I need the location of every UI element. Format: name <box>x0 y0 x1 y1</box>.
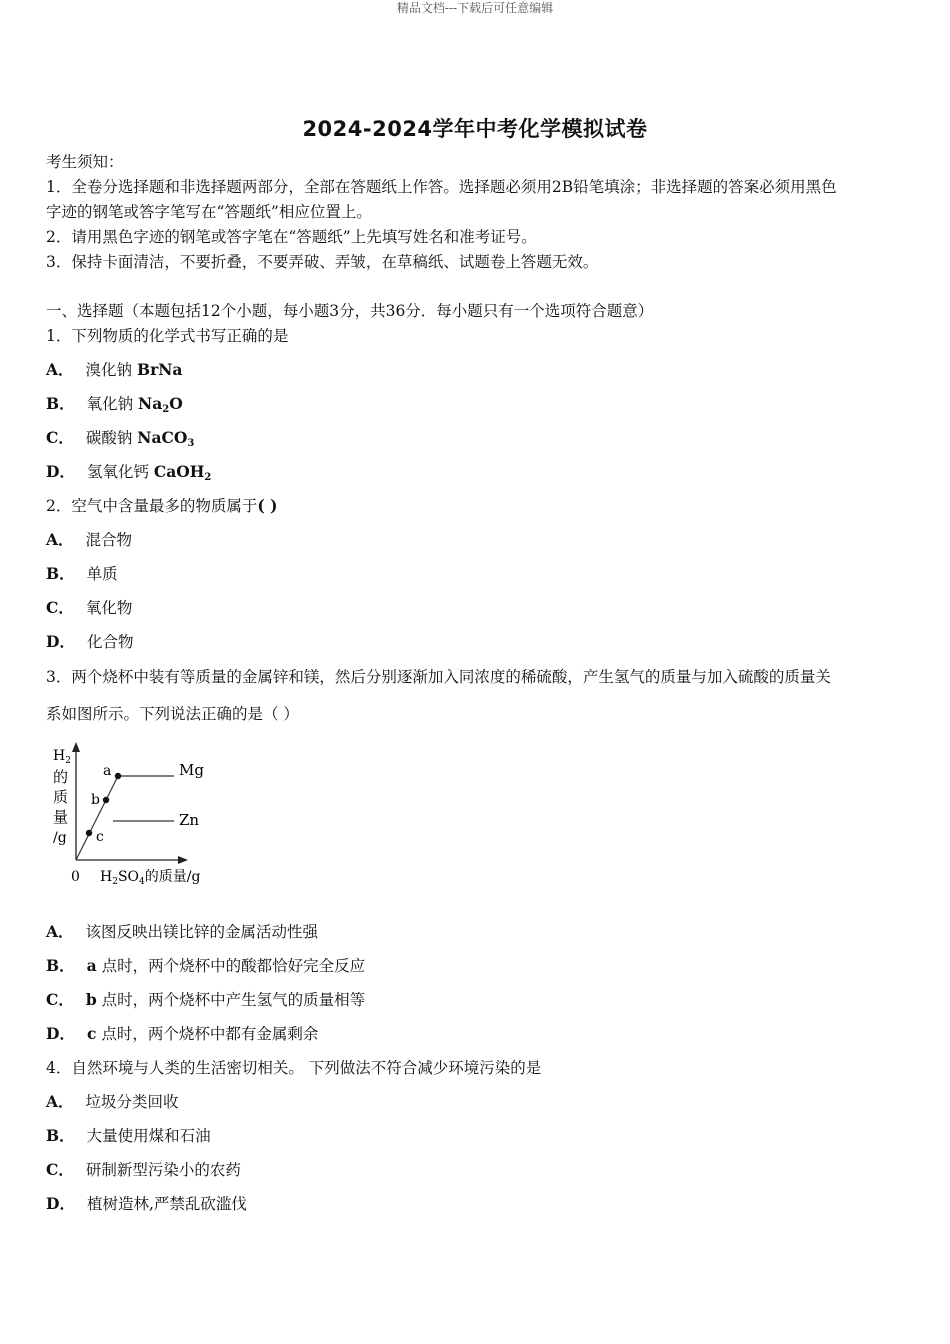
page-header: 精品文档---下载后可任意编辑 <box>396 1 554 15</box>
question-1-option-c <box>46 428 194 454</box>
point-c-label: c <box>96 829 104 845</box>
notice-item-1-line-2: 字迹的钢笔或答字笔写在“答题纸”相应位置上。 <box>46 203 372 221</box>
option-text: 氧化钠 <box>86 395 139 413</box>
option-letter: B． <box>46 1126 75 1145</box>
question-2-option-a <box>46 530 132 550</box>
x-axis-label: $H_2SO_4$的质量/g <box>100 869 201 887</box>
question-3-stem-line-1: 3．两个烧杯中装有等质量的金属锌和镁，然后分别逐渐加入同浓度的稀硫酸，产生氢气的质量与加入硫酸的质量关 <box>46 668 831 686</box>
question-3-option-b <box>46 956 365 976</box>
chemical-formula <box>154 462 212 481</box>
y-axis-arrow <box>72 742 80 752</box>
question-4-option-d <box>46 1194 247 1214</box>
answer-paren: ( ) <box>257 496 278 515</box>
section-heading: 一、选择题（本题包括12个小题，每小题3分，共36分．每小题只有一个选项符合题意） <box>46 302 654 320</box>
option-text: 研制新型污染小的农药 <box>85 1161 241 1179</box>
option-text: 单质 <box>86 565 118 583</box>
point-a-label: a <box>103 763 112 779</box>
y-axis-label-unit: /g <box>53 830 67 846</box>
question-1-option-b <box>46 394 183 420</box>
notice-item-2: 2．请用黑色字迹的钢笔或答字笔在“答题纸”上先填写姓名和准考证号。 <box>46 228 537 246</box>
point-b <box>103 797 109 803</box>
option-letter: C． <box>46 598 74 617</box>
question-1-option-d <box>46 462 211 488</box>
option-text: 氧化物 <box>85 599 133 617</box>
question-3-option-a <box>46 922 318 942</box>
option-letter: A． <box>46 1092 74 1111</box>
option-text: 混合物 <box>85 531 133 549</box>
hydrogen-mass-graph <box>46 740 226 890</box>
question-2-stem <box>46 496 277 516</box>
formula-subscript: 3 <box>187 438 195 449</box>
chemical-formula <box>137 428 194 447</box>
option-text: 氢氧化钙 <box>86 463 154 481</box>
option-text: 大量使用煤和石油 <box>86 1127 211 1145</box>
formula-part: O <box>169 394 183 413</box>
option-letter: C． <box>46 1160 74 1179</box>
point-reference: c <box>86 1024 97 1043</box>
option-letter: D． <box>46 1194 75 1213</box>
question-3-option-c <box>46 990 365 1010</box>
option-text: 点时，两个烧杯中的酸都恰好完全反应 <box>101 957 366 975</box>
y-axis-label-de: 的 <box>53 768 69 786</box>
option-text: 溴化钠 <box>85 361 137 379</box>
formula-part: Na <box>138 394 163 413</box>
formula-part: NaCO <box>137 428 188 447</box>
option-letter: D． <box>46 462 75 481</box>
formula-part: CaOH <box>153 462 205 481</box>
option-letter: C． <box>46 428 74 447</box>
formula-subscript: 2 <box>162 404 170 415</box>
point-a <box>115 773 121 779</box>
option-letter: D． <box>46 632 75 651</box>
option-text: 碳酸钠 <box>85 429 138 447</box>
chemical-formula: BrNa <box>136 360 183 379</box>
y-axis-label-liang: 量 <box>53 808 69 826</box>
mg-label: Mg <box>179 761 204 779</box>
question-2-option-c <box>46 598 132 618</box>
option-letter: B． <box>46 956 75 975</box>
option-letter: B． <box>46 394 75 413</box>
formula-subscript: 2 <box>204 472 212 483</box>
question-3-option-d <box>46 1024 318 1044</box>
x-axis-arrow <box>178 856 188 864</box>
exam-title: 2024-2024学年中考化学模拟试卷 <box>302 117 648 141</box>
point-b-label: b <box>91 792 100 808</box>
option-text: 点时，两个烧杯中都有金属剩余 <box>101 1025 319 1043</box>
notice-heading: 考生须知： <box>46 153 124 171</box>
option-letter: A． <box>46 922 74 941</box>
question-1-option-a <box>46 360 182 380</box>
point-c <box>86 830 92 836</box>
origin-label: 0 <box>71 869 80 885</box>
option-text: 垃圾分类回收 <box>85 1093 179 1111</box>
option-letter: A． <box>46 360 74 379</box>
option-letter: C． <box>46 990 74 1009</box>
option-text: 化合物 <box>86 633 134 651</box>
option-text: 植树造林,严禁乱砍滥伐 <box>86 1195 247 1213</box>
zn-label: Zn <box>179 811 200 829</box>
notice-item-3: 3．保持卡面清洁，不要折叠，不要弄破、弄皱，在草稿纸、试题卷上答题无效。 <box>46 253 599 271</box>
y-axis-label-h: $H_2$ <box>53 748 71 766</box>
option-letter: B． <box>46 564 75 583</box>
question-text: 2．空气中含量最多的物质属于 <box>46 497 258 515</box>
option-text: 点时，两个烧杯中产生氢气的质量相等 <box>101 991 366 1009</box>
question-3-stem-line-2: 系如图所示。下列说法正确的是（ ） <box>46 705 299 723</box>
question-4-stem: 4．自然环境与人类的生活密切相关。 下列做法不符合减少环境污染的是 <box>46 1059 542 1077</box>
y-axis-label-zhi: 质 <box>53 788 69 806</box>
option-letter: D． <box>46 1024 75 1043</box>
point-reference: b <box>85 990 97 1009</box>
option-text: 该图反映出镁比锌的金属活动性强 <box>85 923 319 941</box>
mg-rising-line <box>76 776 118 860</box>
question-4-option-c <box>46 1160 241 1180</box>
question-4-option-b <box>46 1126 211 1146</box>
notice-item-1-line-1: 1．全卷分选择题和非选择题两部分，全部在答题纸上作答。选择题必须用2B铅笔填涂；非选择题的答案必须用黑色 <box>46 178 837 196</box>
option-letter: A． <box>46 530 74 549</box>
question-2-option-d <box>46 632 133 652</box>
question-2-option-b <box>46 564 118 584</box>
question-1-stem: 1．下列物质的化学式书写正确的是 <box>46 327 289 345</box>
chemical-formula <box>138 394 183 413</box>
point-reference: a <box>86 956 97 975</box>
question-4-option-a <box>46 1092 179 1112</box>
